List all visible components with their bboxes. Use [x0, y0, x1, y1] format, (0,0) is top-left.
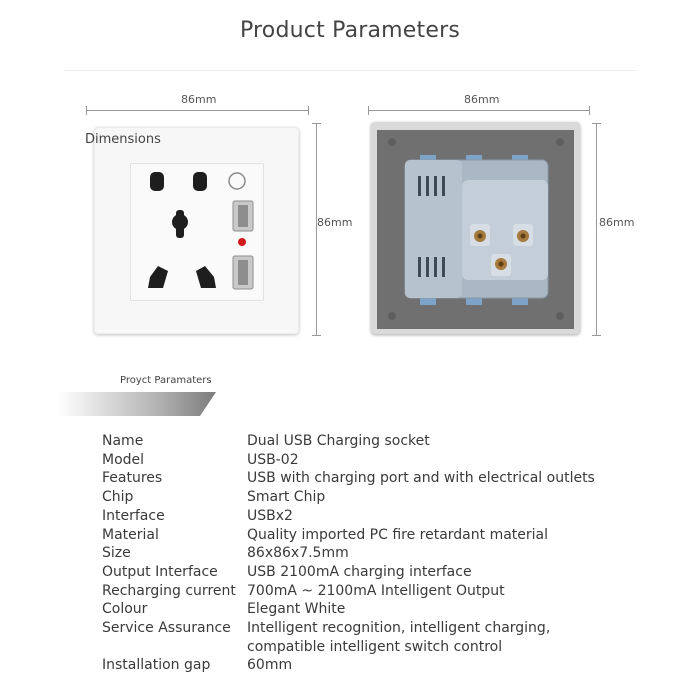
spec-key: Size	[102, 545, 131, 562]
spec-key: Material	[102, 526, 159, 543]
spec-row	[102, 526, 622, 545]
spec-row	[102, 488, 622, 507]
spec-key: Colour	[102, 601, 148, 618]
spec-key: Model	[102, 451, 145, 468]
back-width-label: 86mm	[464, 93, 500, 106]
spec-key-empty	[102, 638, 247, 657]
spec-key: Service Assurance	[102, 620, 231, 637]
spec-value: 86x86x7.5mm	[247, 545, 349, 562]
spec-value: Elegant White	[247, 601, 346, 618]
section-label: Proуct Paramaters	[120, 375, 212, 386]
spec-key: Features	[102, 470, 163, 487]
spec-value: USB 2100mA charging interface	[247, 563, 472, 580]
front-width-label: 86mm	[181, 93, 217, 106]
spec-row	[102, 544, 622, 563]
spec-row	[102, 432, 622, 451]
page-title: Product Parameters	[239, 18, 461, 43]
section-bar	[58, 392, 216, 416]
spec-value: 700mA ~ 2100mA Intelligent Output	[247, 582, 505, 599]
spec-value: USBx2	[247, 507, 293, 524]
spec-value: Intelligent recognition, intelligent charging,	[247, 620, 551, 637]
spec-value: USB with charging port and with electrical outlets	[247, 470, 595, 487]
spec-key: Installation gap	[102, 657, 211, 674]
spec-row	[102, 507, 622, 526]
spec-table	[102, 432, 622, 675]
spec-key: Chip	[102, 489, 134, 506]
terminal-screw-bottom	[491, 254, 511, 276]
spec-value: Dual USB Charging socket	[247, 433, 430, 449]
spec-row	[102, 563, 622, 582]
spec-row	[102, 469, 622, 488]
spec-key: Name	[102, 433, 144, 449]
back-height-label: 86mm	[599, 216, 635, 229]
front-height-label: 86mm	[317, 216, 353, 229]
spec-row	[102, 619, 622, 638]
spec-row	[102, 451, 622, 470]
spec-key: Output Interface	[102, 563, 218, 580]
dimensions-label: Dimensions	[85, 132, 161, 147]
spec-value: Quality imported PC fire retardant material	[247, 526, 548, 543]
spec-row	[102, 582, 622, 601]
spec-row	[102, 656, 622, 675]
spec-row-continuation	[102, 638, 622, 657]
terminal-screw-right	[513, 224, 533, 246]
spec-value: USB-02	[247, 451, 299, 468]
spec-value: 60mm	[247, 657, 293, 674]
spec-value: Smart Chip	[247, 489, 326, 506]
spec-row	[102, 600, 622, 619]
spec-key: Interface	[102, 507, 165, 524]
spec-value-continuation: compatible intelligent switch control	[247, 638, 503, 655]
terminal-screw-left	[470, 224, 490, 246]
spec-key: Recharging current	[102, 582, 236, 599]
